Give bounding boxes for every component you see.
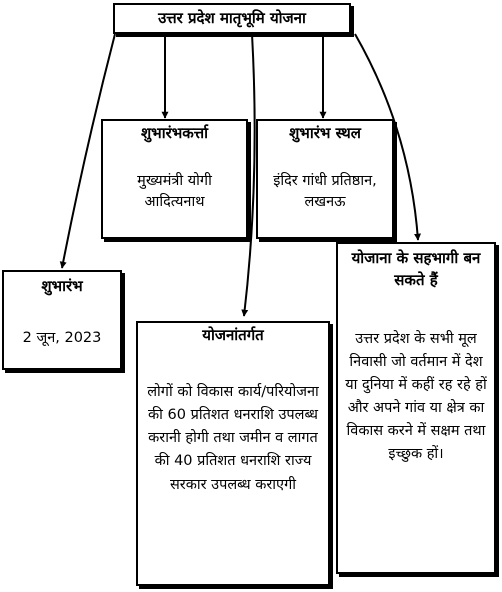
- inaugurator-heading: शुभारंभकर्त्ता: [140, 124, 209, 142]
- launch-box: [2, 270, 122, 370]
- scheme-text: लोगों को विकास कार्य/परियोजना की 60 प्रतिशत धनराशि उपलब्ध करानी होगी तथा जमीन व लागत की 40 प्रतिशत धनराशि राज्य सरकार उपलब्ध कराएगी: [147, 383, 319, 493]
- partners-box: [336, 242, 496, 574]
- partners-text: उत्तर प्रदेश के सभी मूल निवासी जो वर्तमान में देश या दुनिया में कहीं रह रहे हों और अपने गांव या क्षेत्र का विकास करने में सक्षम तथा इच्छुक हों।: [345, 330, 487, 463]
- title-text: उत्तर प्रदेश मातृभूमि योजना: [158, 9, 306, 27]
- inaugurator-box: [101, 119, 248, 239]
- partners-heading: योजाना के सहभागी बन सकते हैं: [351, 249, 481, 289]
- scheme-box: [136, 321, 330, 586]
- venue-heading: शुभारंभ स्थल: [289, 124, 361, 142]
- venue-text: इंदिर गांधी प्रतिष्ठान, लखनऊ: [273, 172, 377, 210]
- launch-text: 2 जून, 2023: [22, 329, 102, 346]
- inaugurator-text: मुख्यमंत्री योगी आदित्यनाथ: [137, 172, 212, 210]
- title-box: [113, 3, 351, 34]
- launch-heading: शुभारंभ: [41, 277, 83, 295]
- venue-box: [256, 119, 394, 239]
- scheme-heading: योजनांतर्गत: [202, 326, 264, 344]
